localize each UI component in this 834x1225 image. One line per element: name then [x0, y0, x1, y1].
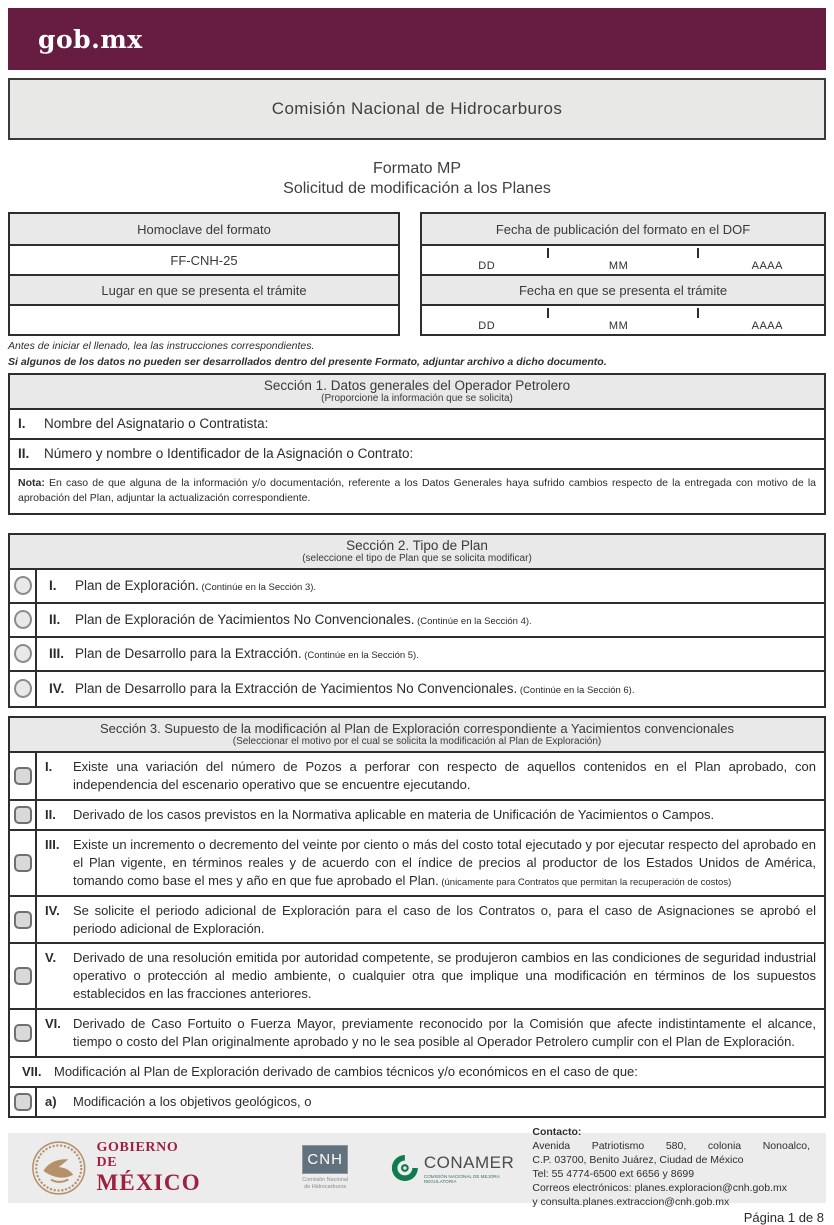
date-separator-tick — [547, 248, 549, 258]
form-title-line1: Formato MP — [372, 160, 461, 177]
checkbox-cell — [10, 1010, 37, 1056]
option-numeral: III. — [49, 646, 65, 662]
option-label: Plan de Desarrollo para la Extracción de Yacimientos No Convencionales. — [75, 681, 518, 697]
section-1-subtitle: (Proporcione la información que se solicita) — [321, 392, 513, 404]
mexico-coat-of-arms-icon — [30, 1139, 88, 1197]
contact-label: Contacto: — [532, 1126, 582, 1139]
motivo-numeral: VII. — [22, 1064, 42, 1080]
checkbox-cell — [10, 897, 37, 943]
radio-cell — [10, 570, 37, 602]
conamer-wordmark — [424, 1153, 532, 1184]
contact-phone: Tel: 55 4774-6500 ext 6656 y 8699 — [532, 1168, 695, 1180]
gobierno-line1: GOBIERNO DE — [96, 1140, 179, 1170]
homoclave-value: FF-CNH-25 — [10, 244, 398, 274]
motivo-row — [10, 1010, 824, 1058]
footer — [8, 1126, 826, 1208]
section-2-subtitle: (seleccione el tipo de Plan que se solicita modificar) — [302, 552, 532, 564]
option-numeral: II. — [49, 612, 61, 628]
page-indicator: Página 1 de 8 — [743, 1210, 824, 1225]
motivo-body — [73, 836, 816, 890]
contact-email-1: Correos electrónicos: planes.exploracion@cnh.gob.mx — [532, 1181, 787, 1194]
gobmx-logo: gob.mx — [38, 24, 143, 54]
motivo-body: Derivado de los casos previstos en la Normativa aplicable en materia de Unificación de Yacimientos o Campos. — [73, 806, 715, 822]
motivo-text — [37, 753, 824, 799]
info-tables — [8, 212, 826, 336]
option-note: (Continúe en la Sección 3). — [198, 582, 317, 594]
fecha-dof-label: Fecha de publicación del formato en el DOF — [422, 214, 824, 244]
cnh-caption-line2: de Hidrocarburos — [304, 1184, 347, 1190]
contact-address-line2: C.P. 03700, Benito Juárez, Ciudad de México — [532, 1154, 744, 1167]
homoclave-label: Homoclave del formato — [10, 214, 398, 244]
section-1-row-2[interactable] — [10, 440, 824, 470]
date-separator-tick — [697, 248, 699, 258]
org-title-bar — [8, 78, 826, 140]
section-1 — [8, 373, 826, 515]
cnh-caption — [302, 1177, 348, 1192]
motivo-row — [10, 831, 824, 897]
motivo-text — [37, 944, 824, 1008]
motivo-5-checkbox[interactable] — [14, 967, 32, 985]
motivo-row — [10, 753, 824, 801]
plan-exploracion-radio[interactable] — [14, 576, 32, 595]
motivo-text — [37, 1088, 824, 1116]
section-3-header — [10, 718, 824, 753]
radio-cell — [10, 604, 37, 636]
filling-instructions — [8, 339, 826, 371]
motivo-main-text: Existe un incremento o decremento del veinte por ciento o más del costo total ejecutado y por ejecutar respecto del aprobado en el Plan vigente, en términos reales y de acuerdo con el índice de precios al productor de los Estados Unidos de América, tomando como base el mes y año en que fue aprobado el Plan. — [73, 836, 816, 888]
checkbox-cell — [10, 753, 37, 799]
day-label: DD — [478, 260, 496, 272]
plan-option-row — [10, 638, 824, 672]
fecha-tramite-input-cell[interactable] — [422, 304, 824, 334]
option-text — [37, 672, 646, 706]
conamer-icon — [390, 1153, 420, 1183]
section-1-note — [10, 470, 824, 513]
motivo-4-checkbox[interactable] — [14, 911, 32, 929]
checkbox-cell — [10, 831, 37, 895]
note-text: En caso de que alguna de la información y/o documentación, referente a los Datos Generales haya sufrido cambios respecto de la entregada con motivo de la aprobación del Plan, adjuntar la actualización correspondiente. — [18, 476, 816, 504]
section-3-subtitle: (Seleccionar el motivo por el cual se solicita la modificación al Plan de Exploración) — [232, 735, 602, 747]
date-separator-tick — [697, 308, 699, 318]
date-separator-tick — [547, 308, 549, 318]
option-text — [37, 638, 431, 670]
homoclave-table — [8, 212, 400, 336]
motivo-body: Modificación al Plan de Exploración derivado de cambios técnicos y/o económicos en el caso de que: — [54, 1064, 638, 1080]
section-3 — [8, 716, 826, 1118]
conamer-name: CONAMER — [423, 1152, 515, 1172]
gobmx-header-bar — [8, 8, 826, 70]
plan-desarrollo-noconv-radio[interactable] — [14, 679, 32, 698]
fecha-tramite-label: Fecha en que se presenta el trámite — [422, 274, 824, 304]
motivo-numeral: III. — [45, 836, 60, 852]
contact-email-2: y consulta.planes.extraccion@cnh.gob.mx — [532, 1195, 730, 1208]
day-label: DD — [478, 320, 496, 332]
motivo-row — [10, 1088, 824, 1116]
motivo-1-checkbox[interactable] — [14, 767, 32, 785]
section-2-header — [10, 535, 824, 570]
fechas-table — [420, 212, 826, 336]
row-numeral: II. — [18, 446, 30, 461]
motivo-letter: a) — [45, 1094, 57, 1110]
motivo-7a-checkbox[interactable] — [14, 1093, 32, 1111]
motivo-body: Se solicite el periodo adicional de Exploración para el caso de los Contratos o, para el caso de Asignaciones se aprobó el periodo adicional de Exploración. — [73, 902, 816, 936]
motivo-text — [37, 1010, 824, 1056]
form-title-line2: Solicitud de modificación a los Planes — [283, 180, 551, 197]
motivo-row — [10, 944, 824, 1010]
checkbox-cell — [10, 944, 37, 1008]
option-label: Plan de Desarrollo para la Extracción. — [75, 646, 302, 662]
year-label: AAAA — [751, 320, 783, 332]
option-numeral: IV. — [49, 681, 65, 697]
instruction-line-1: Antes de iniciar el llenado, lea las instrucciones correspondientes. — [8, 340, 315, 352]
fecha-dof-input-cell[interactable] — [422, 244, 824, 274]
motivo-3-checkbox[interactable] — [14, 854, 32, 872]
option-note: (Continúe en la Sección 4). — [414, 616, 532, 628]
radio-cell — [10, 672, 37, 706]
option-label: Plan de Exploración. — [75, 578, 199, 594]
instruction-line-2: Si algunos de los datos no pueden ser desarrollados dentro del presente Formato, adjuntar archivo a dicho documento. — [8, 355, 607, 368]
option-label: Plan de Exploración de Yacimientos No Convencionales. — [75, 612, 415, 628]
motivo-text — [10, 1058, 824, 1086]
motivo-note: (únicamente para Contratos que permitan la recuperación de costos) — [438, 876, 732, 888]
motivo-numeral: VI. — [45, 1016, 61, 1032]
motivo-numeral: IV. — [45, 902, 60, 918]
note-label: Nota: — [18, 476, 45, 489]
contact-block — [532, 1126, 810, 1210]
plan-option-row — [10, 570, 824, 604]
radio-cell — [10, 638, 37, 670]
form-title — [8, 159, 826, 199]
motivo-numeral: V. — [45, 950, 57, 966]
month-label: MM — [608, 320, 629, 332]
motivo-row — [10, 801, 824, 831]
section-2-title: Sección 2. Tipo de Plan — [346, 537, 488, 553]
option-text — [37, 570, 328, 602]
motivo-body: Derivado de Caso Fortuito o Fuerza Mayor, previamente reconocido por la Comisión que afecte indistintamente el alcance, tiempo o costo del Plan originalmente aprobado y no le sea posible al Operador Petrolero cumplir con el Plan de Exploración. — [73, 1016, 816, 1050]
section-1-header — [10, 375, 824, 410]
motivo-numeral: II. — [45, 806, 56, 822]
motivo-row-vii — [10, 1058, 824, 1088]
section-1-row-1[interactable] — [10, 410, 824, 440]
plan-exploracion-noconv-radio[interactable] — [14, 610, 32, 629]
plan-option-row — [10, 604, 824, 638]
motivo-6-checkbox[interactable] — [14, 1024, 32, 1042]
row-label: Nombre del Asignatario o Contratista: — [44, 416, 269, 431]
row-label: Número y nombre o Identificador de la Asignación o Contrato: — [44, 446, 414, 461]
cnh-caption-line1: Comisión Nacional — [302, 1176, 349, 1183]
option-numeral: I. — [49, 578, 57, 594]
checkbox-cell — [10, 1088, 37, 1116]
motivo-body: Modificación a los objetivos geológicos, o — [73, 1094, 312, 1110]
row-numeral: I. — [18, 416, 26, 431]
option-note: (Continúe en la Sección 6). — [517, 685, 635, 697]
checkbox-cell — [10, 801, 37, 829]
motivo-numeral: I. — [45, 758, 53, 774]
gobierno-line2: MÉXICO — [96, 1169, 201, 1195]
cnh-logo — [302, 1145, 348, 1192]
motivo-row — [10, 897, 824, 945]
motivo-text — [37, 897, 824, 943]
motivo-body: Existe una variación del número de Pozos a perforar con respecto de aquellos contenidos en el Plan aprobado, con independencia del escenario operativo que se encuentre ejecutando. — [73, 758, 816, 792]
plan-desarrollo-radio[interactable] — [14, 644, 32, 663]
conamer-caption: COMISIÓN NACIONAL DE MEJORA REGULATORIA — [423, 1173, 500, 1184]
cnh-acronym: CNH — [302, 1145, 348, 1174]
org-title: Comisión Nacional de Hidrocarburos — [271, 99, 563, 118]
lugar-label: Lugar en que se presenta el trámite — [10, 274, 398, 304]
year-label: AAAA — [751, 260, 783, 272]
plan-option-row — [10, 672, 824, 706]
section-2 — [8, 533, 826, 708]
motivo-text — [37, 801, 824, 829]
lugar-input-cell[interactable] — [10, 304, 398, 334]
section-1-title: Sección 1. Datos generales del Operador Petrolero — [263, 377, 571, 393]
conamer-logo — [390, 1153, 532, 1184]
option-note: (Continúe en la Sección 5). — [301, 650, 419, 662]
gobierno-de-mexico-logo — [97, 1141, 203, 1195]
motivo-text — [37, 831, 824, 895]
motivo-2-checkbox[interactable] — [14, 806, 32, 824]
motivo-body: Derivado de una resolución emitida por autoridad competente, se produjeron cambios en las condiciones de seguridad industrial operativo o protección al medio ambiente, o cualquier otra que implique una modificación en términos de los supuestos establecidos en las fracciones anteriores. — [73, 950, 816, 1002]
option-text — [37, 604, 544, 636]
contact-address-line1: Avenida Patriotismo 580, colonia Nonoalco, — [532, 1140, 810, 1153]
section-3-title: Sección 3. Supuesto de la modificación al Plan de Exploración correspondiente a Yacimientos convencionales — [99, 720, 735, 736]
month-label: MM — [608, 260, 629, 272]
